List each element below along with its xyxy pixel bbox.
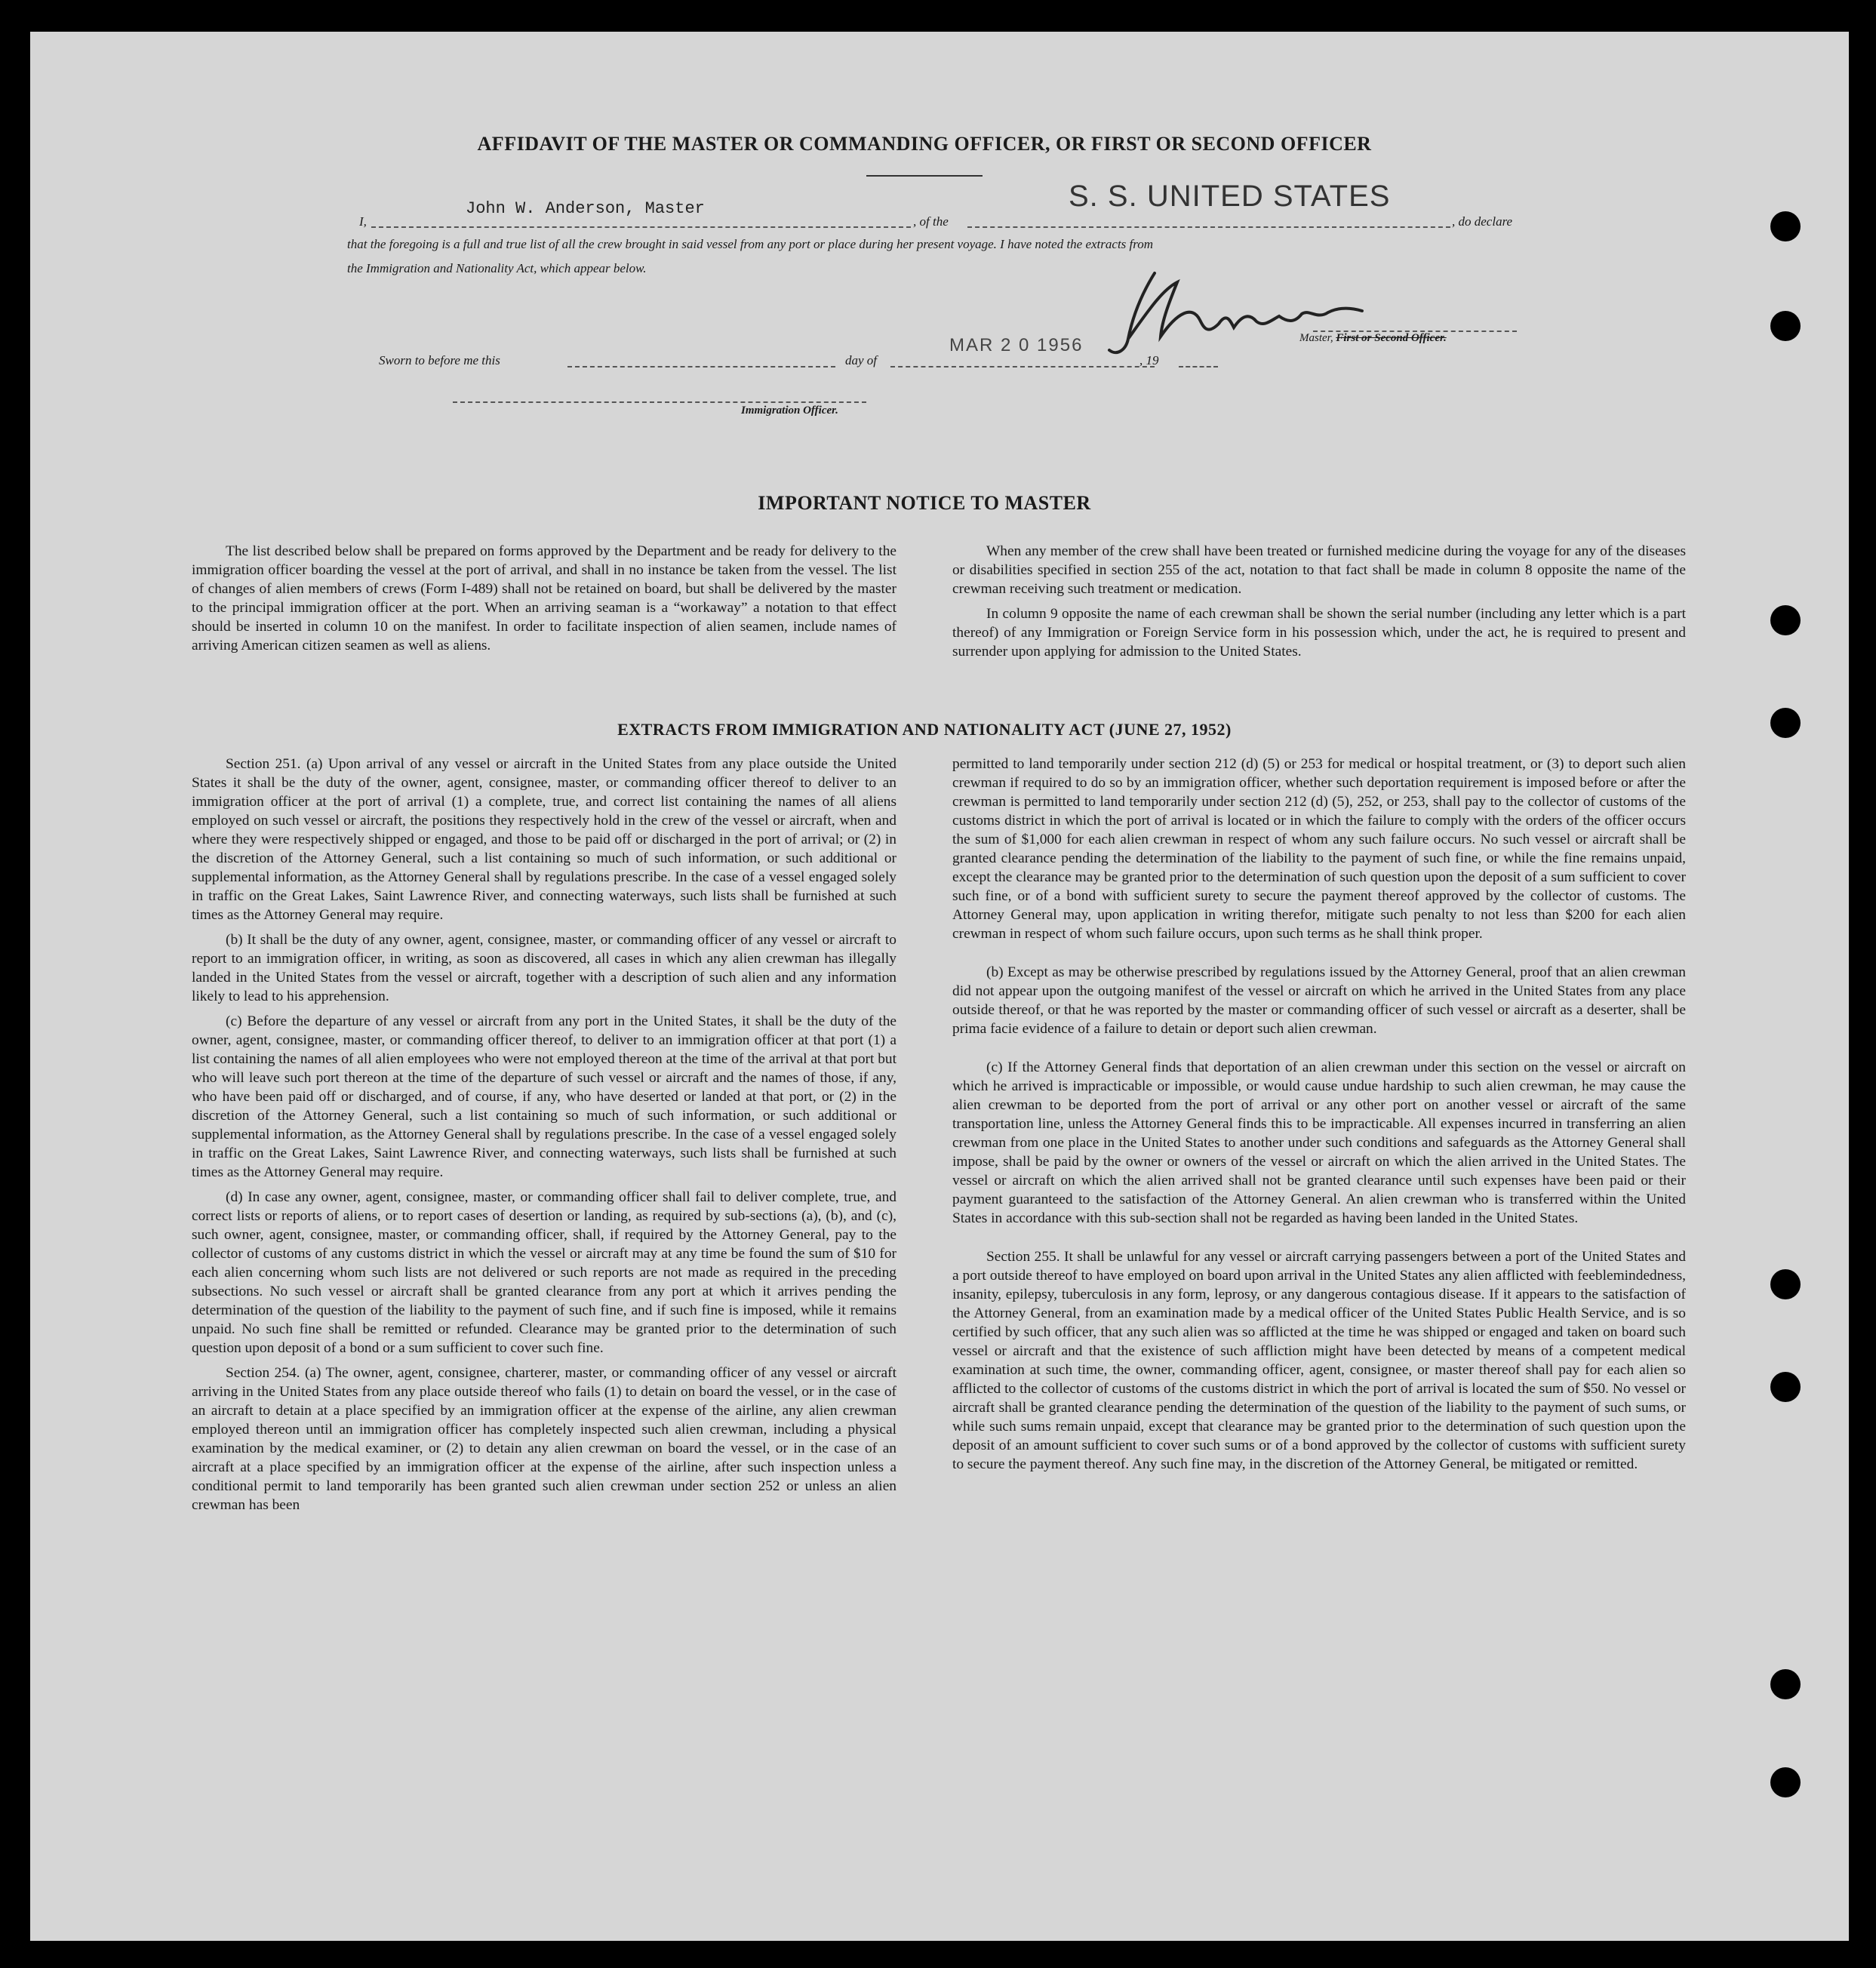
section-251-d: (d) In case any owner, agent, consignee, master, or commanding officer shall fail to deliver complete, true, and correct lists or reports of aliens, or to report cases of desertion or landing, as required by sub-sections (a), (b), and (c), such owner, agent, consignee, master, or commanding officer, shall, if required by the Attorney General, pay to the collector of customs of any customs district in which the vessel or aircraft may at any time be found the sum of $10 for each alien concerning whom such lists are not delivered or such reports are not made as required in the preceding subsections. No such vessel or aircraft shall be granted clearance from any port at which it arrives pending the determination of the question of the liability to the payment of such fine, and if such fine is imposed, while it remains unpaid. No such fine shall be remitted or refunded. Clearance may be granted prior to the determination of such question upon deposit of a bond or a sum sufficient to cover such fine. <box>192 1189 896 1356</box>
sworn-month-line <box>890 366 1155 367</box>
day-of-label: day of <box>845 353 878 367</box>
struck-officer-label: First or Second Officer. <box>1336 332 1447 344</box>
binder-hole <box>1770 1669 1801 1699</box>
section-251-a: Section 251. (a) Upon arrival of any vessel or aircraft in the United States from any place outside the United States it shall be the duty of the owner, agent, consignee, master, or commanding officer thereof to deliver to an immigration officer at the port of arrival (1) a complete, true, and correct list containing the names of all aliens employed on such vessel or aircraft, the positions they respectively hold in the crew of the vessel or aircraft, when and where they were respectively shipped or engaged, and those to be paid off or discharged in the port of arrival; or (2) in the discretion of the Attorney General, such a list containing so much of such information, or such additional or supplemental information, as the Attorney General shall by regulations prescribe. In the case of a vessel engaged solely in traffic on the Great Lakes, Saint Lawrence River, and connecting waterways, such lists shall be furnished at such times as the Attorney General may require. <box>192 756 896 923</box>
master-name-field: John W. Anderson, Master <box>466 199 705 218</box>
extracts-left-column <box>192 755 896 1521</box>
of-the-label: , of the <box>913 214 949 229</box>
notice-right-paragraph-1: When any member of the crew shall have been treated or furnished medicine during the voyage for any of the diseases or disabilities specified in section 255 of the act, notation to that fact shall be made in column 8 opposite the name of the crewman receiving such treatment or medication. <box>952 543 1686 597</box>
master-label: Master, <box>1299 332 1333 344</box>
sworn-day-line <box>567 366 835 367</box>
section-255: Section 255. It shall be unlawful for any vessel or aircraft carrying passengers between a port of the United States and a port outside thereof to have employed on board upon arrival in the United States any alien afflicted with feeblemindedness, insanity, epilepsy, tuberculosis in any form, leprosy, or any dangerous contagious disease. If it appears to the satisfaction of the Attorney General, from an examination made by a medical officer of the United States Public Health Service, and is so certified by such officer, that any such alien was so afflicted at the time he was shipped or engaged and taken on board such vessel or aircraft and that the existence of such affliction might have been detected by means of a competent medical examination at such time, the owner, commanding officer, agent, consignee, or master thereof shall pay for each alien so afflicted to the collector of customs of the customs district in which the port of arrival is located the sum of $50. No vessel or aircraft shall be granted clearance pending the determination of the question of the liability to the payment of such sums, or while such sums remain unpaid, except that clearance may be granted prior to the determination of such question upon the deposit of an amount sufficient to cover such sums or of a bond approved by the collector of customs with sufficient surety to secure the payment thereof. Any such fine may, in the discretion of the Attorney General, be mitigated or remitted. <box>952 1249 1686 1472</box>
vessel-name-stamp: S. S. UNITED STATES <box>1069 180 1391 213</box>
declaration-text-2: the Immigration and Nationality Act, which appear below. <box>347 261 647 275</box>
section-251-c: (c) Before the departure of any vessel or aircraft from any port in the United States, it shall be the duty of the owner, agent, consignee, master, or commanding officer thereof, to deliver to an immigration officer at that port (1) a list containing the names of all alien employees who were not employed thereon at the time of the arrival at that port but who will leave such port thereon at the time of the departure of such vessel or aircraft and the names of those, if any, who have been paid off or discharged, and of course, if any, who have deserted or landed at that port, or (2) in the discretion of the Attorney General, such a list containing so much of such information, or such additional or supplemental information, as the Attorney General shall by regulations prescribe. In the case of a vessel engaged solely in traffic on the Great Lakes, Saint Lawrence River, and connecting waterways, such lists shall be furnished at such times as the Attorney General may require. <box>192 1013 896 1180</box>
immigration-officer-label: Immigration Officer. <box>741 404 838 417</box>
i-label: I, <box>359 214 367 229</box>
signature-caption <box>1299 332 1447 345</box>
year-label: , 19 <box>1139 353 1159 367</box>
declaration-text-1: that the foregoing is a full and true list of all the crew brought in said vessel from any port or place during her present voyage. I have noted the extracts from <box>347 237 1154 251</box>
notice-left-paragraph: The list described below shall be prepared on forms approved by the Department and be ready for delivery to the immigration officer boarding the vessel at the port of arrival, and shall in no instance be taken from the vessel. The list of changes of alien members of crews (Form I-489) shall not be retained on board, but shall be delivered by the master to the principal immigration officer at the port. When an arriving seaman is a “workaway” a notation to that effect should be inserted in column 10 on the manifest. In order to facilitate inspection of alien seamen, include names of arriving American citizen seamen as well as aliens. <box>192 543 896 653</box>
section-254-b: (b) Except as may be otherwise prescribed by regulations issued by the Attorney General, proof that an alien crewman did not appear upon the outgoing manifest of the vessel or aircraft on which he arrived in the United States from any place outside thereof, or that he was reported by the master or commanding officer of such vessel or aircraft as a deserter, shall be prima facie evidence of a failure to detain or deport such alien crewman. <box>952 964 1686 1037</box>
binder-hole <box>1770 1269 1801 1299</box>
officer-signature-line <box>453 401 866 403</box>
binder-hole <box>1770 1767 1801 1797</box>
section-251-b: (b) It shall be the duty of any owner, agent, consignee, master, or commanding officer of any vessel or aircraft to report to an immigration officer, in writing, as soon as discovered, all cases in which any alien crewman has illegally landed in the United States from the vessel or aircraft, together with a description of such alien and any information likely to lead to his apprehension. <box>192 932 896 1004</box>
binder-hole <box>1770 311 1801 341</box>
title-rule <box>866 175 983 177</box>
sworn-label: Sworn to before me this <box>379 353 500 367</box>
notice-right-column <box>952 542 1686 667</box>
section-254-a: Section 254. (a) The owner, agent, consignee, charterer, master, or commanding officer of any vessel or aircraft arriving in the United States from any place outside thereof who fails (1) to detain on board the vessel, or in the case of an aircraft to detain at a place specified by an immigration officer at the expense of the airline, any alien crewman employed thereon until an immigration officer has completely inspected such alien crewman, including a physical examination by the medical examiner, or (2) to detain any alien crewman on board the vessel, or in the case of an aircraft at a place specified by an immigration officer at the expense of the airline, after such inspection unless a conditional permit to land temporarily has been granted such alien crewman under section 252 or unless an alien crewman has been <box>192 1365 896 1513</box>
binder-hole <box>1770 211 1801 241</box>
do-declare-label: , do declare <box>1452 214 1513 229</box>
extracts-title: EXTRACTS FROM IMMIGRATION AND NATIONALITY ACT (JUNE 27, 1952) <box>617 720 1232 739</box>
extracts-right-column <box>952 755 1686 1480</box>
notice-title: IMPORTANT NOTICE TO MASTER <box>758 492 1091 514</box>
notice-right-paragraph-2: In column 9 opposite the name of each crewman shall be shown the serial number (including any letter which is a part thereof) of any Immigration or Foreign Service form in his possession which, under the act, he is required to present and surrender upon applying for admission to the United States. <box>952 606 1686 660</box>
document-page <box>30 32 1849 1941</box>
section-254-c: (c) If the Attorney General finds that deportation of an alien crewman under this section on the vessel or aircraft on which he arrived is impracticable or impossible, or would cause undue hardship to such alien crewman, he may cause the alien crewman to be deported from the port of arrival or any other port on another vessel or aircraft of the same transportation line, unless the Attorney General finds this to be impracticable. All expenses incurred in transferring an alien crewman from one place in the United States to another under such conditions and safeguards as the Attorney General shall impose, shall be paid by the owner or owners of the vessel or aircraft on which the alien arrived in the United States. The vessel or aircraft on which the alien arrived shall not be granted clearance until such expenses have been paid or their payment guaranteed to the satisfaction of the Attorney General. An alien crewman who is transferred within the United States in accordance with this sub-section shall not be regarded as having been landed in the United States. <box>952 1059 1686 1226</box>
section-254-a-continued: permitted to land temporarily under section 212 (d) (5) or 253 for medical or hospital treatment, or (3) to deport such alien crewman if required to do so by an immigration officer, whether such deportation requirement is imposed before or after the crewman is permitted to land temporarily under section 212 (d) (5), 252, or 253, shall pay to the collector of customs of the customs district in which the port of arrival is located or in which the failure to comply with the orders of the officer occurs the sum of $1,000 for each alien crewman in respect of whom any such failure occurs. No such vessel or aircraft shall be granted clearance pending the determination of the liability to the payment of such fine, or while the fine remains unpaid, except the clearance may be granted prior to the determination of such question upon the deposit of a sum sufficient to cover such fine, or of a bond with sufficient surety to secure the payment thereof approved by the collector of customs. The Attorney General may, upon application in writing therefor, mitigate such penalty to not less than $200 for each alien crewman in respect of whom such failure occurs, upon such terms as he shall think proper. <box>952 756 1686 942</box>
binder-hole <box>1770 1372 1801 1402</box>
year-line <box>1179 366 1218 367</box>
notice-left-column <box>192 542 896 661</box>
name-line <box>371 226 911 228</box>
affidavit-title: AFFIDAVIT OF THE MASTER OR COMMANDING OFFICER, OR FIRST OR SECOND OFFICER <box>477 133 1372 155</box>
binder-hole <box>1770 605 1801 635</box>
vessel-line <box>967 226 1450 228</box>
master-signature <box>1087 267 1389 373</box>
date-stamp: MAR 2 0 1956 <box>949 335 1084 355</box>
